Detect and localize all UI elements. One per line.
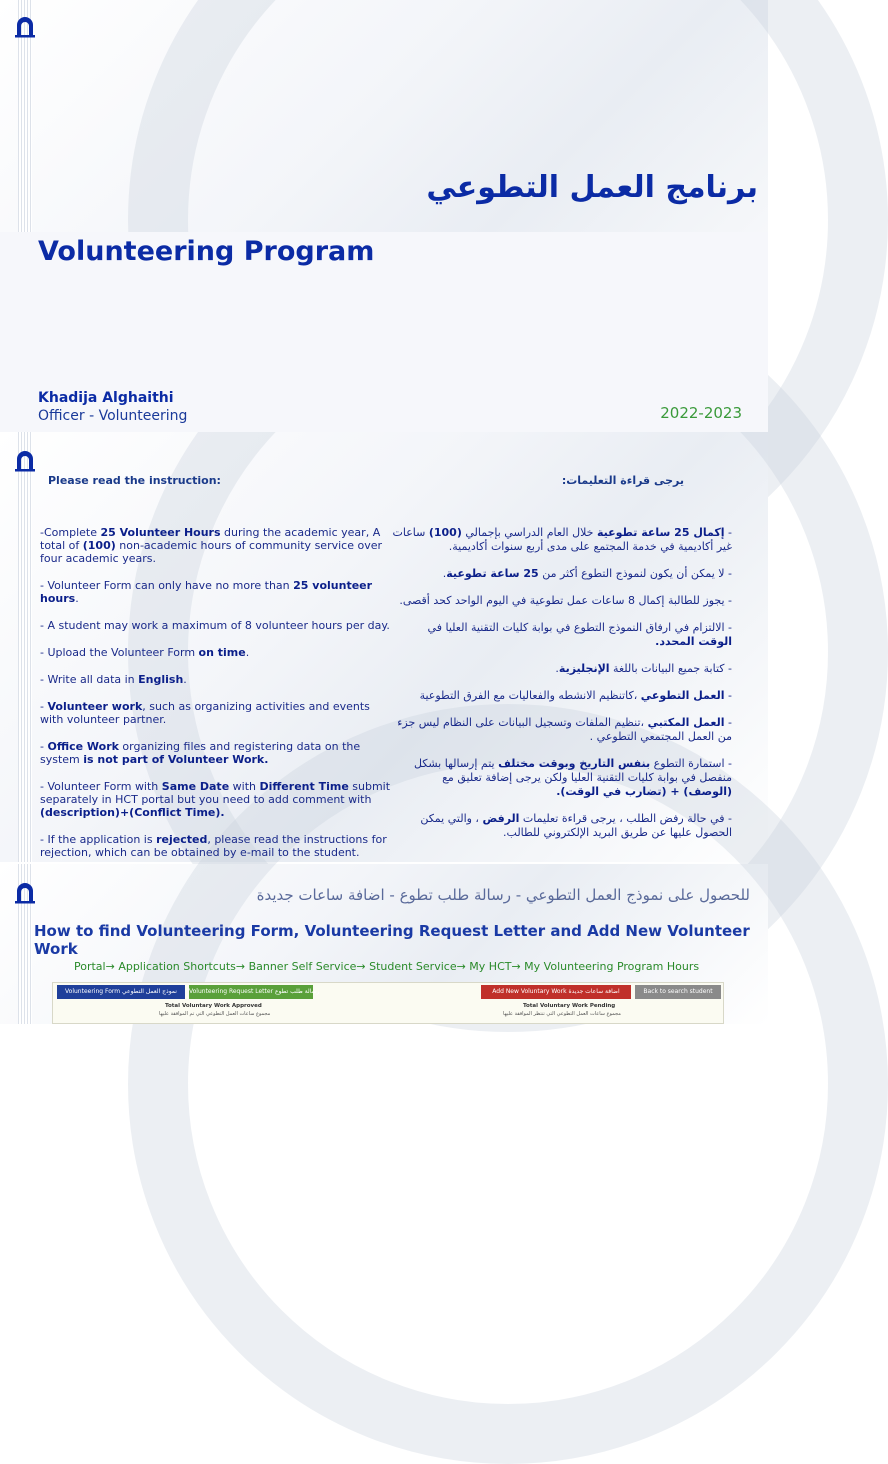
instructions-heading-ar: يرجى قراءة التعليمات: <box>561 474 684 487</box>
approved-label: Total Voluntary Work Approved <box>165 1003 262 1009</box>
instruction-en-item: - Office Work organizing files and registering data on the system is not part of Volunteer Work. <box>40 740 361 766</box>
pending-label: Total Voluntary Work Pending <box>523 1003 616 1009</box>
arabic-heading: للحصول على نموذج العمل التطوعي - رسالة طلب تطوع - اضافة ساعات جديدة <box>256 886 750 904</box>
instruction-en-item: - Volunteer work, such as organizing activities and events with volunteer partner. <box>40 700 370 726</box>
instructions-heading-en: Please read the instruction: <box>48 474 221 487</box>
portal-screenshot <box>52 982 724 1024</box>
academic-year: 2022-2023 <box>660 404 742 422</box>
instruction-en-item: - Upload the Volunteer Form on time. <box>40 646 250 659</box>
instruction-en-item: - Write all data in English. <box>40 673 187 686</box>
instruction-ar-item: - استمارة التطوع بنفس التاريخ وبوقت مختلف يتم إرسالها بشكل منفصل في بوابة كليات التقنية العليا ولكن يرجى إضافة تعليق مع (الوصف) + (تضارب في الوقت). <box>413 757 732 798</box>
instruction-ar-item: - كتابة جميع البيانات باللغة الإنجليزية. <box>555 662 732 675</box>
hct-logo-icon <box>14 882 36 904</box>
instruction-en-item: - Volunteer Form can only have no more than 25 volunteer hours. <box>40 579 373 605</box>
title-slide <box>0 0 768 430</box>
how-to-find-slide <box>0 864 768 1024</box>
add-new-voluntary-work-button[interactable]: Add New Voluntary Work اضافة ساعات جديدة <box>481 985 631 999</box>
instruction-en-item: - A student may work a maximum of 8 volunteer hours per day. <box>40 619 390 632</box>
instruction-ar-item: - العمل التطوعي ،كاتنظيم الانشطه والفعاليات مع الفرق التطوعية <box>419 689 732 702</box>
volunteering-request-letter-button[interactable]: Volunteering Request Letter رسالة طلب تطوع <box>189 985 313 999</box>
volunteering-form-button[interactable]: Volunteering Form نموذج العمل التطوعي <box>57 985 185 999</box>
instruction-en-item: - If the application is rejected, please read the instructions for rejection, which can be obtained by e-mail to the student. <box>40 833 387 859</box>
hct-logo-icon <box>14 16 36 38</box>
author-role: Officer - Volunteering <box>38 408 188 424</box>
author-block <box>38 390 187 424</box>
instruction-en-item: - Volunteer Form with Same Date with Different Time submit separately in HCT portal but you need to add comment with (description)+(Conflict Time). <box>40 780 391 819</box>
instruction-ar-item: - إكمال 25 ساعة تطوعية خلال العام الدراسي بإجمالي (100) ساعات غير أكاديمية في خدمة المجتمع على مدى أربع سنوات أكاديمية. <box>392 526 732 553</box>
instructions-slide <box>0 432 768 862</box>
instruction-ar-item: - الالتزام في ارفاق النموذج التطوع في بوابة كليات التقنية العليا في الوقت المحدد. <box>427 621 732 648</box>
instructions-list-ar <box>392 526 732 853</box>
page-title: Volunteering Program <box>38 236 375 267</box>
approved-sub: مجموع ساعات العمل التطوعي التي تم الموافقة عليها <box>159 1011 271 1017</box>
arabic-title: برنامج العمل التطوعي <box>426 170 758 205</box>
back-to-search-button[interactable]: Back to search student <box>635 985 721 999</box>
instruction-ar-item: - يجوز للطالبة إكمال 8 ساعات عمل تطوعية في اليوم الواحد كحد أقصى. <box>399 594 732 607</box>
how-to-heading: How to find Volunteering Form, Volunteering Request Letter and Add New Volunteer Work <box>34 922 750 958</box>
instruction-ar-item: - لا يمكن أن يكون لنموذج التطوع أكثر من 25 ساعة تطوعية. <box>442 567 732 580</box>
instructions-list-en <box>40 526 395 873</box>
instruction-en-item: -Complete 25 Volunteer Hours during the academic year, A total of (100) non-academic hours of community service over four academic years. <box>40 526 382 565</box>
instruction-ar-item: - في حالة رفض الطلب ، يرجى قراءة تعليمات الرفض ، والتي يمكن الحصول عليها عن طريق البريد الإلكتروني للطالب. <box>420 812 732 839</box>
author-name: Khadija Alghaithi <box>38 390 174 406</box>
pending-sub: مجموع ساعات العمل التطوعي التي تنتظر الموافقة عليها <box>503 1011 621 1017</box>
navigation-path: Portal→ Application Shortcuts→ Banner Self Service→ Student Service→ My HCT→ My Volunteering Program Hours <box>74 960 700 973</box>
instruction-ar-item: - العمل المكتبي ،تنظيم الملفات وتسجيل البيانات على النظام ليس جزء من العمل المجتمعي التطوعي . <box>397 716 732 743</box>
hct-logo-icon <box>14 450 36 472</box>
